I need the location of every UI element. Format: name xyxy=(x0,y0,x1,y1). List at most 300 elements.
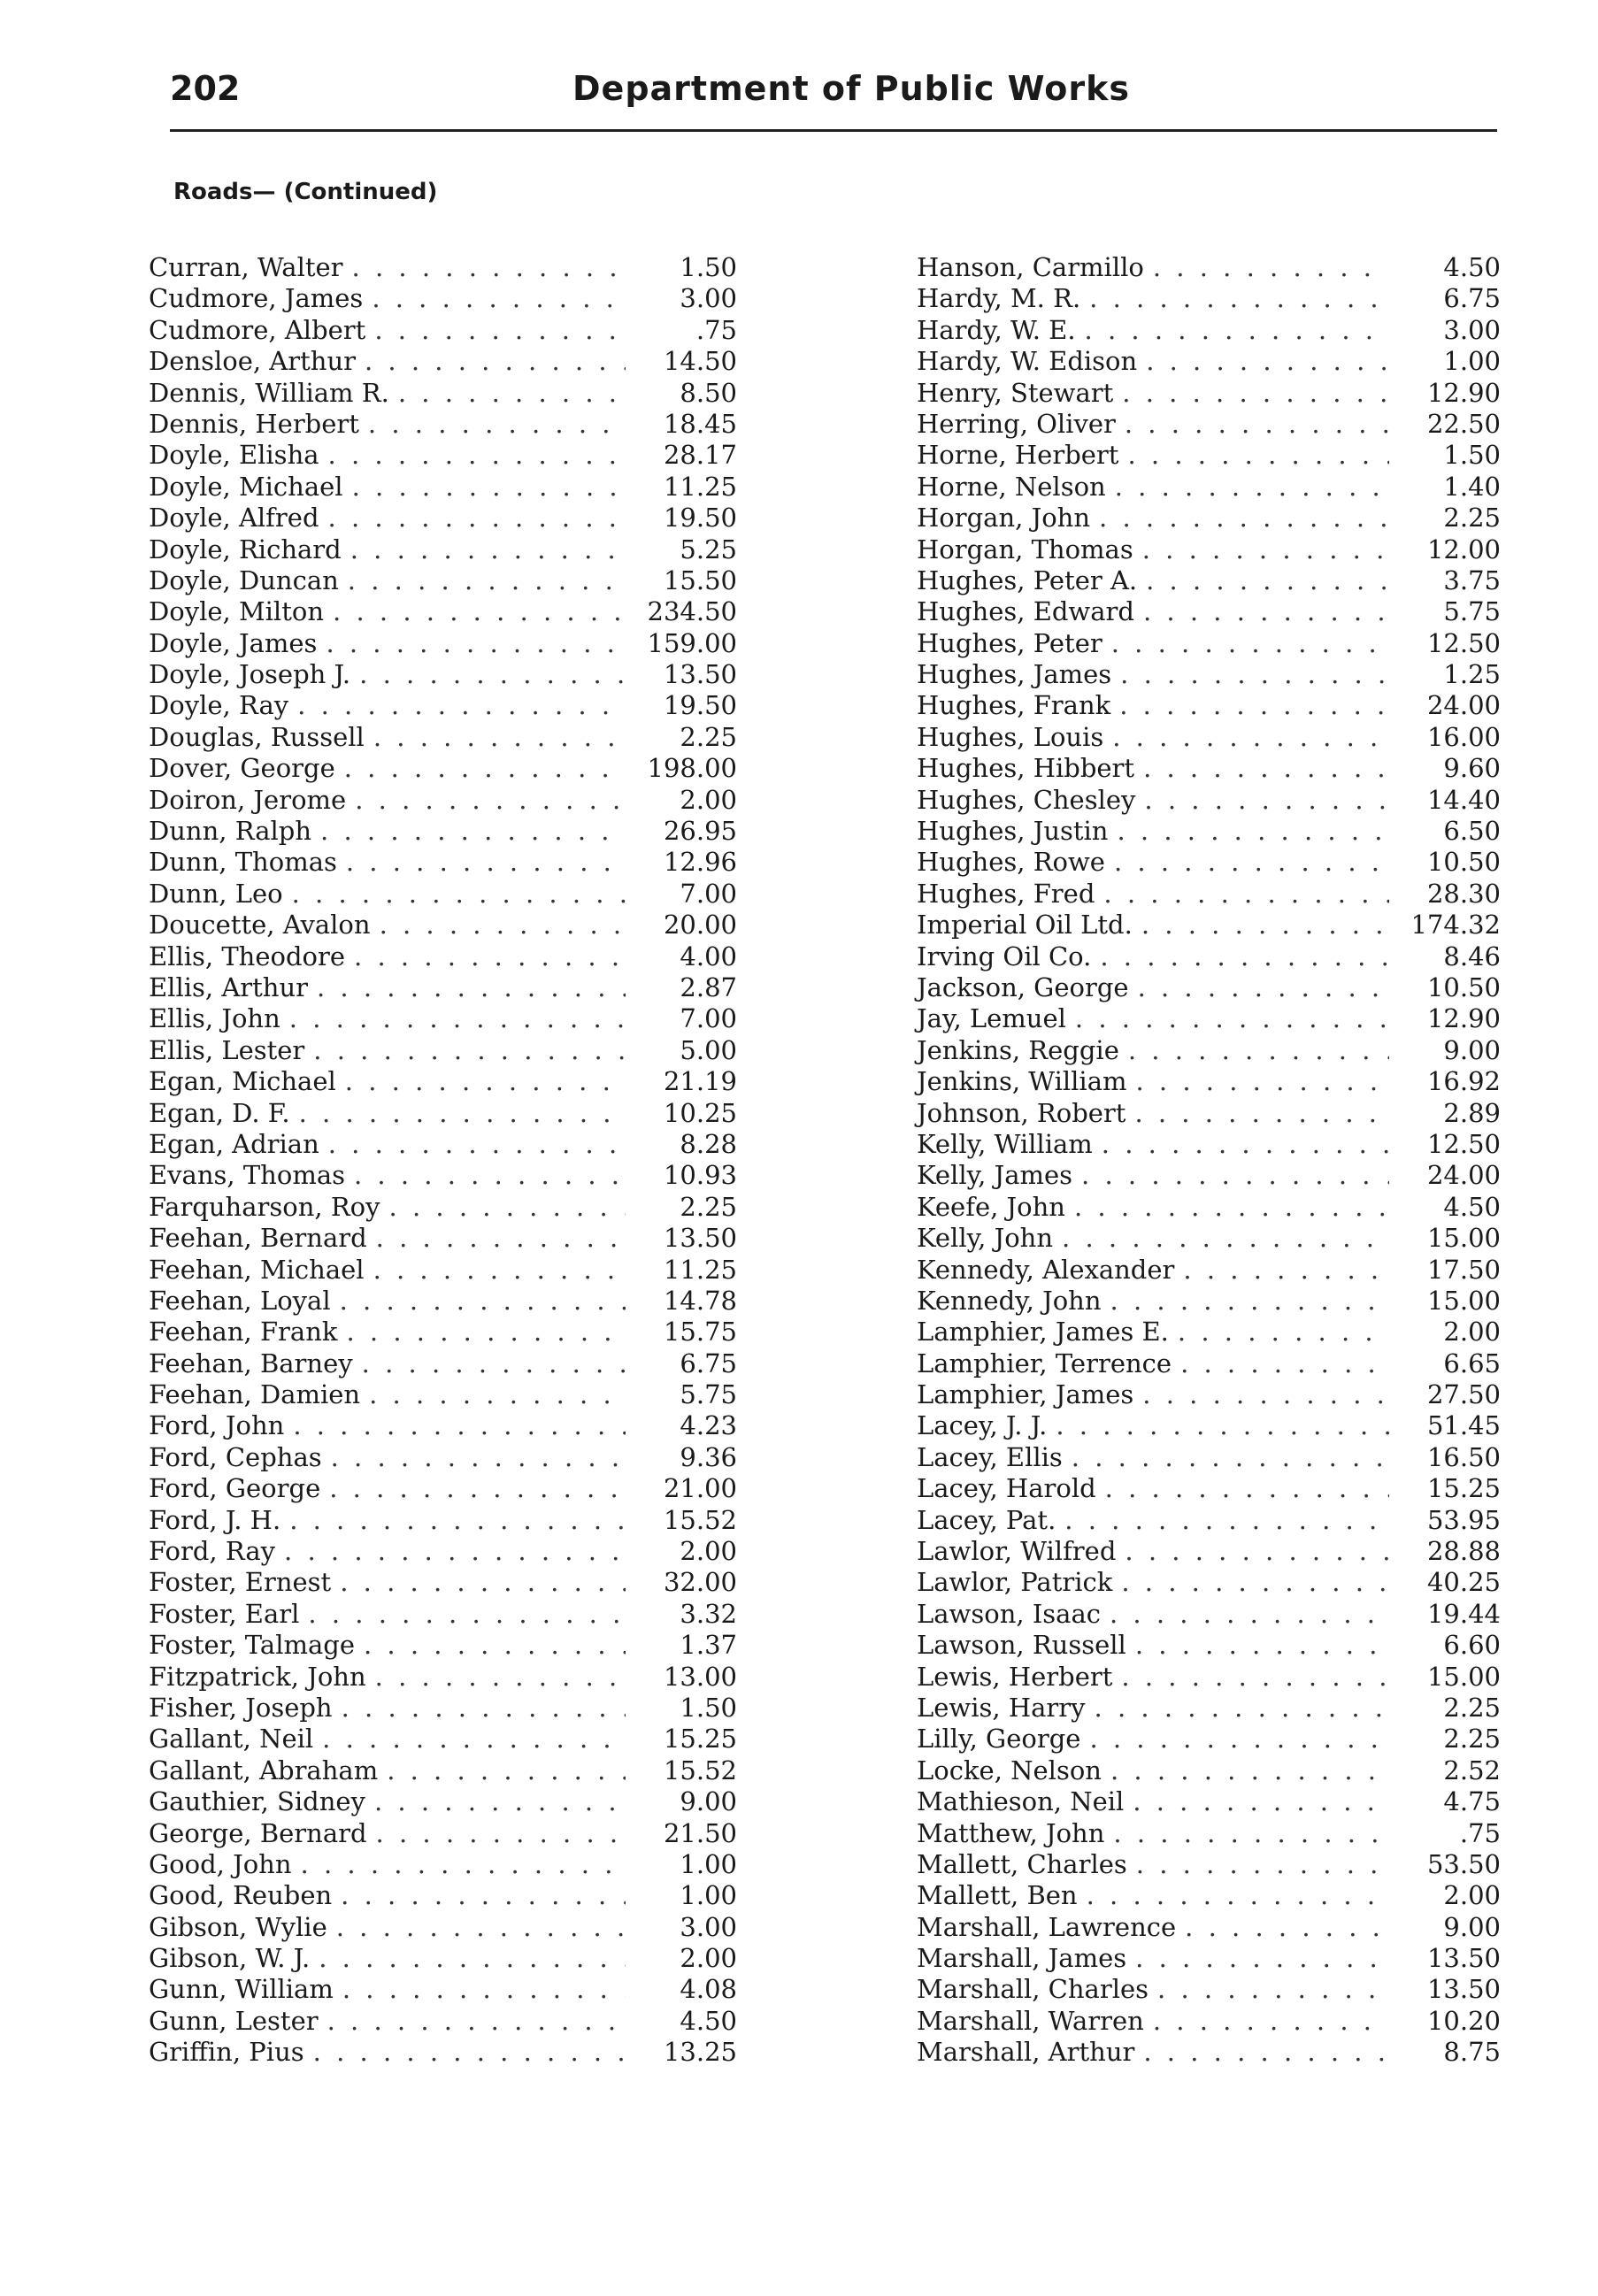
payee-name: Doucette, Avalon xyxy=(149,910,371,941)
list-item xyxy=(149,722,737,753)
payment-amount: 16.92 xyxy=(1426,1066,1501,1097)
payee-name: Lewis, Harry xyxy=(917,1692,1086,1723)
payee-name: Lamphier, James E. xyxy=(917,1317,1169,1348)
payment-amount: 6.65 xyxy=(1443,1348,1501,1378)
payment-amount: 5.75 xyxy=(1443,596,1501,627)
payee-name: Gallant, Neil xyxy=(149,1724,314,1755)
list-item xyxy=(149,503,737,534)
payment-amount: 14.40 xyxy=(1426,784,1501,815)
dot-leader xyxy=(297,690,626,721)
list-item xyxy=(149,1473,737,1504)
dot-leader xyxy=(313,2037,626,2068)
list-item xyxy=(917,1035,1501,1066)
dot-leader xyxy=(1099,503,1389,534)
payee-name: Dover, George xyxy=(149,753,335,784)
payee-name: Cudmore, Albert xyxy=(149,314,366,345)
list-item xyxy=(149,785,737,816)
list-item xyxy=(917,1255,1501,1286)
payee-name: Good, Reuben xyxy=(149,1880,333,1911)
payee-name: Hughes, Peter A. xyxy=(917,564,1138,595)
payee-name: Dunn, Thomas xyxy=(149,847,337,878)
dot-leader xyxy=(319,1943,626,1974)
payee-name: Marshall, Charles xyxy=(917,1974,1149,2005)
payee-name: Evans, Thomas xyxy=(149,1160,345,1191)
payee-name: Dunn, Leo xyxy=(149,878,283,909)
dot-leader xyxy=(1127,440,1389,471)
list-item xyxy=(149,628,737,659)
payee-name: Hughes, Justin xyxy=(917,816,1109,847)
dot-leader xyxy=(1135,1630,1389,1661)
list-item xyxy=(149,1129,737,1160)
list-item xyxy=(149,1286,737,1317)
list-item xyxy=(917,409,1501,440)
payment-amount: 18.45 xyxy=(663,408,737,439)
list-item xyxy=(149,1160,737,1191)
payee-name: Horne, Nelson xyxy=(917,471,1106,502)
list-item xyxy=(917,1098,1501,1129)
dot-leader xyxy=(344,753,626,784)
payee-name: Lacey, Ellis xyxy=(917,1441,1063,1472)
payee-name: Hughes, James xyxy=(917,659,1112,690)
payee-name: George, Bernard xyxy=(149,1817,367,1848)
dot-leader xyxy=(362,1348,626,1379)
payment-amount: 24.00 xyxy=(1426,690,1501,721)
payee-name: Kelly, William xyxy=(917,1128,1093,1159)
payee-name: Dennis, William R. xyxy=(149,377,389,408)
payee-name: Kelly, James xyxy=(917,1160,1073,1191)
payee-name: Hughes, Edward xyxy=(917,596,1134,627)
payment-amount: 5.75 xyxy=(680,1379,737,1410)
list-item xyxy=(149,472,737,503)
list-item xyxy=(917,1223,1501,1254)
payee-name: Densloe, Arthur xyxy=(149,346,356,377)
payee-name: Ford, J. H. xyxy=(149,1504,281,1535)
dot-leader xyxy=(340,1286,626,1317)
list-item xyxy=(917,1724,1501,1755)
dot-leader xyxy=(1117,816,1389,847)
list-item xyxy=(149,1630,737,1661)
list-item xyxy=(149,1599,737,1630)
list-item xyxy=(149,1755,737,1786)
payment-amount: 19.50 xyxy=(663,503,737,534)
payee-name: Lawlor, Wilfred xyxy=(917,1536,1117,1567)
list-item xyxy=(149,1786,737,1817)
list-item xyxy=(917,659,1501,690)
dot-leader xyxy=(1112,722,1389,753)
list-item xyxy=(149,1255,737,1286)
payment-amount: 32.00 xyxy=(663,1567,737,1598)
payment-amount: 19.44 xyxy=(1426,1598,1501,1629)
list-item xyxy=(917,534,1501,565)
dot-leader xyxy=(374,315,626,346)
payee-name: Foster, Ernest xyxy=(149,1567,332,1598)
payee-name: Mallett, Charles xyxy=(917,1848,1127,1879)
payment-amount: 13.50 xyxy=(663,659,737,690)
payee-name: Doiron, Jerome xyxy=(149,784,347,815)
payment-amount: 21.19 xyxy=(663,1066,737,1097)
payee-name: Hughes, Chesley xyxy=(917,784,1136,815)
list-item xyxy=(149,816,737,847)
payee-name: Ford, Ray xyxy=(149,1536,276,1567)
payment-amount: 2.00 xyxy=(1443,1880,1501,1911)
list-item xyxy=(917,1567,1501,1598)
payee-name: Horgan, Thomas xyxy=(917,534,1133,564)
dot-leader xyxy=(1144,785,1389,816)
payment-amount: 53.95 xyxy=(1426,1504,1501,1535)
payment-amount: 2.89 xyxy=(1443,1097,1501,1128)
list-item xyxy=(149,1724,737,1755)
list-item xyxy=(149,910,737,941)
list-item xyxy=(917,1066,1501,1097)
dot-leader xyxy=(313,1035,626,1066)
dot-leader xyxy=(354,1160,626,1191)
payment-amount: 1.37 xyxy=(680,1630,737,1661)
dot-leader xyxy=(389,1192,626,1223)
list-item xyxy=(149,1442,737,1473)
dot-leader xyxy=(387,1755,626,1786)
list-item xyxy=(149,1003,737,1034)
list-item xyxy=(149,252,737,283)
dot-leader xyxy=(1056,1410,1389,1441)
dot-leader xyxy=(380,910,626,941)
payee-name: Lacey, Pat. xyxy=(917,1504,1056,1535)
payee-name: Lacey, J. J. xyxy=(917,1410,1048,1441)
payee-name: Lilly, George xyxy=(917,1724,1081,1755)
payment-amount: 8.28 xyxy=(680,1128,737,1159)
payment-amount: 8.75 xyxy=(1443,2037,1501,2068)
payee-name: Mallett, Ben xyxy=(917,1880,1078,1911)
payee-name: Lamphier, James xyxy=(917,1379,1134,1410)
payee-name: Ellis, Lester xyxy=(149,1034,305,1065)
payee-name: Marshall, James xyxy=(917,1943,1127,1974)
list-item xyxy=(149,1505,737,1536)
dot-leader xyxy=(1141,910,1389,941)
list-item xyxy=(917,1192,1501,1223)
dot-leader xyxy=(350,534,626,565)
dot-leader xyxy=(376,1223,626,1254)
payment-amount: 2.25 xyxy=(680,1191,737,1222)
list-item xyxy=(149,534,737,565)
payee-name: Cudmore, James xyxy=(149,283,364,314)
dot-leader xyxy=(1121,1662,1389,1693)
payment-amount: 8.46 xyxy=(1443,941,1501,971)
dot-leader xyxy=(365,346,626,377)
payment-amount: 15.52 xyxy=(663,1755,737,1785)
payment-amount: 12.50 xyxy=(1426,627,1501,658)
payee-name: Marshall, Lawrence xyxy=(917,1911,1177,1942)
payment-amount: 3.00 xyxy=(680,1911,737,1942)
payee-name: Egan, Adrian xyxy=(149,1128,319,1159)
dot-leader xyxy=(1146,565,1389,596)
payment-amount: 3.32 xyxy=(680,1598,737,1629)
payment-amount: 6.50 xyxy=(1443,816,1501,847)
payee-name: Ellis, John xyxy=(149,1003,280,1034)
payee-name: Dennis, Herbert xyxy=(149,408,359,439)
payment-amount: 1.25 xyxy=(1443,659,1501,690)
payee-name: Foster, Talmage xyxy=(149,1630,355,1661)
dot-leader xyxy=(374,1786,626,1817)
dot-leader xyxy=(301,1849,626,1880)
payee-name: Ford, John xyxy=(149,1410,285,1441)
payee-name: Hughes, Fred xyxy=(917,878,1095,909)
list-item xyxy=(149,1192,737,1223)
payee-name: Doyle, James xyxy=(149,627,318,658)
payee-name: Jackson, George xyxy=(917,971,1129,1002)
payee-name: Ellis, Arthur xyxy=(149,971,308,1002)
list-item xyxy=(917,378,1501,409)
list-item xyxy=(917,1755,1501,1786)
payee-name: Hughes, Peter xyxy=(917,627,1102,658)
payment-amount: 15.25 xyxy=(663,1724,737,1755)
dot-leader xyxy=(375,1662,626,1693)
dot-leader xyxy=(331,1442,626,1473)
section-heading: Roads— (Continued) xyxy=(173,179,438,205)
list-item xyxy=(149,1410,737,1441)
dot-leader xyxy=(284,1536,626,1567)
left-column xyxy=(149,252,737,2069)
payee-name: Fisher, Joseph xyxy=(149,1692,333,1723)
payment-amount: 19.50 xyxy=(663,690,737,721)
dot-leader xyxy=(1157,1974,1389,2005)
dot-leader xyxy=(355,785,626,816)
list-item xyxy=(149,1693,737,1724)
dot-leader xyxy=(1064,1505,1389,1536)
list-item xyxy=(917,972,1501,1003)
list-item xyxy=(917,503,1501,534)
list-item xyxy=(149,972,737,1003)
list-item xyxy=(149,1348,737,1379)
payment-amount: 28.17 xyxy=(663,440,737,471)
payee-name: Doyle, Elisha xyxy=(149,440,319,471)
payee-name: Hughes, Frank xyxy=(917,690,1111,721)
payment-amount: 24.00 xyxy=(1426,1160,1501,1191)
payment-amount: 14.50 xyxy=(663,346,737,377)
dot-leader xyxy=(1110,1286,1389,1317)
dot-leader xyxy=(308,1599,626,1630)
payment-amount: 13.00 xyxy=(663,1661,737,1692)
payment-amount: 21.50 xyxy=(663,1817,737,1848)
dot-leader xyxy=(1115,472,1389,503)
payment-amount: 15.50 xyxy=(663,564,737,595)
dot-leader xyxy=(320,816,626,847)
payment-amount: 3.00 xyxy=(1443,314,1501,345)
payment-amount: 9.00 xyxy=(680,1786,737,1817)
dot-leader xyxy=(1122,378,1389,409)
payment-amount: 51.45 xyxy=(1426,1410,1501,1441)
payee-name: Fitzpatrick, John xyxy=(149,1661,366,1692)
list-item xyxy=(917,1317,1501,1348)
dot-leader xyxy=(1075,1003,1389,1034)
list-item xyxy=(149,879,737,910)
dot-leader xyxy=(328,503,626,534)
dot-leader xyxy=(1113,1818,1389,1849)
payment-amount: 7.00 xyxy=(680,878,737,909)
list-item xyxy=(917,252,1501,283)
payee-name: Marshall, Warren xyxy=(917,2005,1144,2036)
payee-name: Feehan, Frank xyxy=(149,1317,338,1348)
payee-name: Egan, D. F. xyxy=(149,1097,290,1128)
list-item xyxy=(149,690,737,721)
payment-amount: 9.00 xyxy=(1443,1911,1501,1942)
payee-name: Foster, Earl xyxy=(149,1598,300,1629)
list-item xyxy=(149,1662,737,1693)
dot-leader xyxy=(336,1912,626,1943)
list-item xyxy=(149,1943,737,1974)
dot-leader xyxy=(1153,252,1389,283)
payee-name: Kennedy, Alexander xyxy=(917,1254,1175,1285)
dot-leader xyxy=(333,596,626,627)
payee-name: Farquharson, Roy xyxy=(149,1191,380,1222)
dot-leader xyxy=(342,1974,626,2005)
payment-amount: 9.60 xyxy=(1443,753,1501,784)
payment-amount: 1.00 xyxy=(1443,346,1501,377)
dot-leader xyxy=(1081,1160,1389,1191)
dot-leader xyxy=(369,1379,626,1410)
payment-amount: 16.00 xyxy=(1426,721,1501,752)
dot-leader xyxy=(373,722,626,753)
list-item xyxy=(149,1223,737,1254)
payee-name: Gallant, Abraham xyxy=(149,1755,379,1785)
payee-name: Johnson, Robert xyxy=(917,1097,1126,1128)
payment-amount: 10.93 xyxy=(663,1160,737,1191)
list-item xyxy=(917,1379,1501,1410)
payment-amount: 5.00 xyxy=(680,1034,737,1065)
payee-name: Hardy, W. Edison xyxy=(917,346,1138,377)
payment-amount: 15.00 xyxy=(1426,1223,1501,1254)
list-item xyxy=(149,596,737,627)
payee-name: Gibson, W. J. xyxy=(149,1943,311,1974)
list-item xyxy=(917,1348,1501,1379)
dot-leader xyxy=(1178,1317,1389,1348)
payment-amount: 17.50 xyxy=(1426,1254,1501,1285)
list-item xyxy=(149,1066,737,1097)
payment-amount: 2.00 xyxy=(680,784,737,815)
list-item xyxy=(917,1943,1501,1974)
dot-leader xyxy=(1121,1567,1389,1598)
payment-amount: 40.25 xyxy=(1426,1567,1501,1598)
list-item xyxy=(917,346,1501,377)
payee-name: Douglas, Russell xyxy=(149,721,365,752)
payment-amount: 2.52 xyxy=(1443,1755,1501,1785)
dot-leader xyxy=(346,1317,626,1348)
dot-leader xyxy=(1135,1943,1389,1974)
payment-amount: 4.50 xyxy=(1443,1191,1501,1222)
payee-name: Horne, Herbert xyxy=(917,440,1119,471)
payment-amount: 3.00 xyxy=(680,283,737,314)
payee-name: Horgan, John xyxy=(917,503,1091,534)
dot-leader xyxy=(1074,1192,1389,1223)
dot-leader xyxy=(1062,1223,1389,1254)
payment-amount: 159.00 xyxy=(647,627,737,658)
dot-leader xyxy=(1180,1348,1389,1379)
list-item xyxy=(917,1880,1501,1911)
payee-name: Hughes, Rowe xyxy=(917,847,1105,878)
list-item xyxy=(917,1536,1501,1567)
list-item xyxy=(149,346,737,377)
dot-leader xyxy=(346,847,626,878)
dot-leader xyxy=(364,1630,626,1661)
list-item xyxy=(917,1505,1501,1536)
payment-amount: 13.25 xyxy=(663,2037,737,2068)
list-item xyxy=(917,753,1501,784)
list-item xyxy=(149,1035,737,1066)
payment-amount: 12.00 xyxy=(1426,534,1501,564)
payee-name: Doyle, Alfred xyxy=(149,503,319,534)
list-item xyxy=(917,1003,1501,1034)
payee-name: Feehan, Loyal xyxy=(149,1285,331,1316)
list-item xyxy=(917,1410,1501,1441)
payment-amount: 28.88 xyxy=(1426,1536,1501,1567)
dot-leader xyxy=(322,1724,626,1755)
list-item xyxy=(149,1317,737,1348)
payment-amount: 234.50 xyxy=(647,596,737,627)
payment-amount: 22.50 xyxy=(1426,408,1501,439)
list-item xyxy=(149,1098,737,1129)
list-item xyxy=(917,440,1501,471)
payee-name: Feehan, Barney xyxy=(149,1348,353,1378)
dot-leader xyxy=(1142,534,1389,565)
list-item xyxy=(917,910,1501,941)
payee-name: Jenkins, Reggie xyxy=(917,1034,1119,1065)
payment-amount: .75 xyxy=(695,314,737,345)
page-title: Department of Public Works xyxy=(572,69,1130,108)
payment-amount: 4.50 xyxy=(1443,252,1501,282)
list-item xyxy=(149,409,737,440)
payment-amount: 20.00 xyxy=(663,910,737,941)
payment-amount: 10.50 xyxy=(1426,971,1501,1002)
list-item xyxy=(917,1630,1501,1661)
dot-leader xyxy=(1136,1066,1390,1097)
payment-amount: 1.50 xyxy=(680,1692,737,1723)
payee-name: Imperial Oil Ltd. xyxy=(917,910,1133,941)
dot-leader xyxy=(1146,346,1389,377)
list-item xyxy=(917,1442,1501,1473)
dot-leader xyxy=(1089,283,1389,314)
payment-amount: 4.08 xyxy=(680,1974,737,2005)
payment-amount: 4.00 xyxy=(680,941,737,971)
list-item xyxy=(917,1129,1501,1160)
payment-amount: 5.25 xyxy=(680,534,737,564)
payee-name: Hughes, Louis xyxy=(917,721,1104,752)
payment-amount: 2.25 xyxy=(1443,1692,1501,1723)
payment-amount: 12.90 xyxy=(1426,377,1501,408)
payee-name: Lawson, Isaac xyxy=(917,1598,1101,1629)
payment-amount: 198.00 xyxy=(647,753,737,784)
payee-name: Griffin, Pius xyxy=(149,2037,304,2068)
payee-name: Doyle, Richard xyxy=(149,534,342,564)
list-item xyxy=(917,1160,1501,1191)
list-item xyxy=(917,847,1501,878)
payment-amount: 14.78 xyxy=(663,1285,737,1316)
dot-leader xyxy=(1103,879,1389,910)
dot-leader xyxy=(1143,753,1389,784)
payment-amount: 15.52 xyxy=(663,1504,737,1535)
dot-leader xyxy=(1119,690,1389,721)
payment-amount: 6.75 xyxy=(680,1348,737,1378)
dot-leader xyxy=(1128,1035,1389,1066)
payment-amount: 12.96 xyxy=(663,847,737,878)
list-item xyxy=(149,2006,737,2037)
list-item xyxy=(149,847,737,878)
dot-leader xyxy=(293,1410,626,1441)
list-item xyxy=(917,1818,1501,1849)
list-item xyxy=(149,753,737,784)
payee-name: Feehan, Michael xyxy=(149,1254,365,1285)
payee-name: Lacey, Harold xyxy=(917,1473,1096,1504)
dot-leader xyxy=(1105,1473,1389,1504)
list-item xyxy=(917,596,1501,627)
list-item xyxy=(149,941,737,972)
